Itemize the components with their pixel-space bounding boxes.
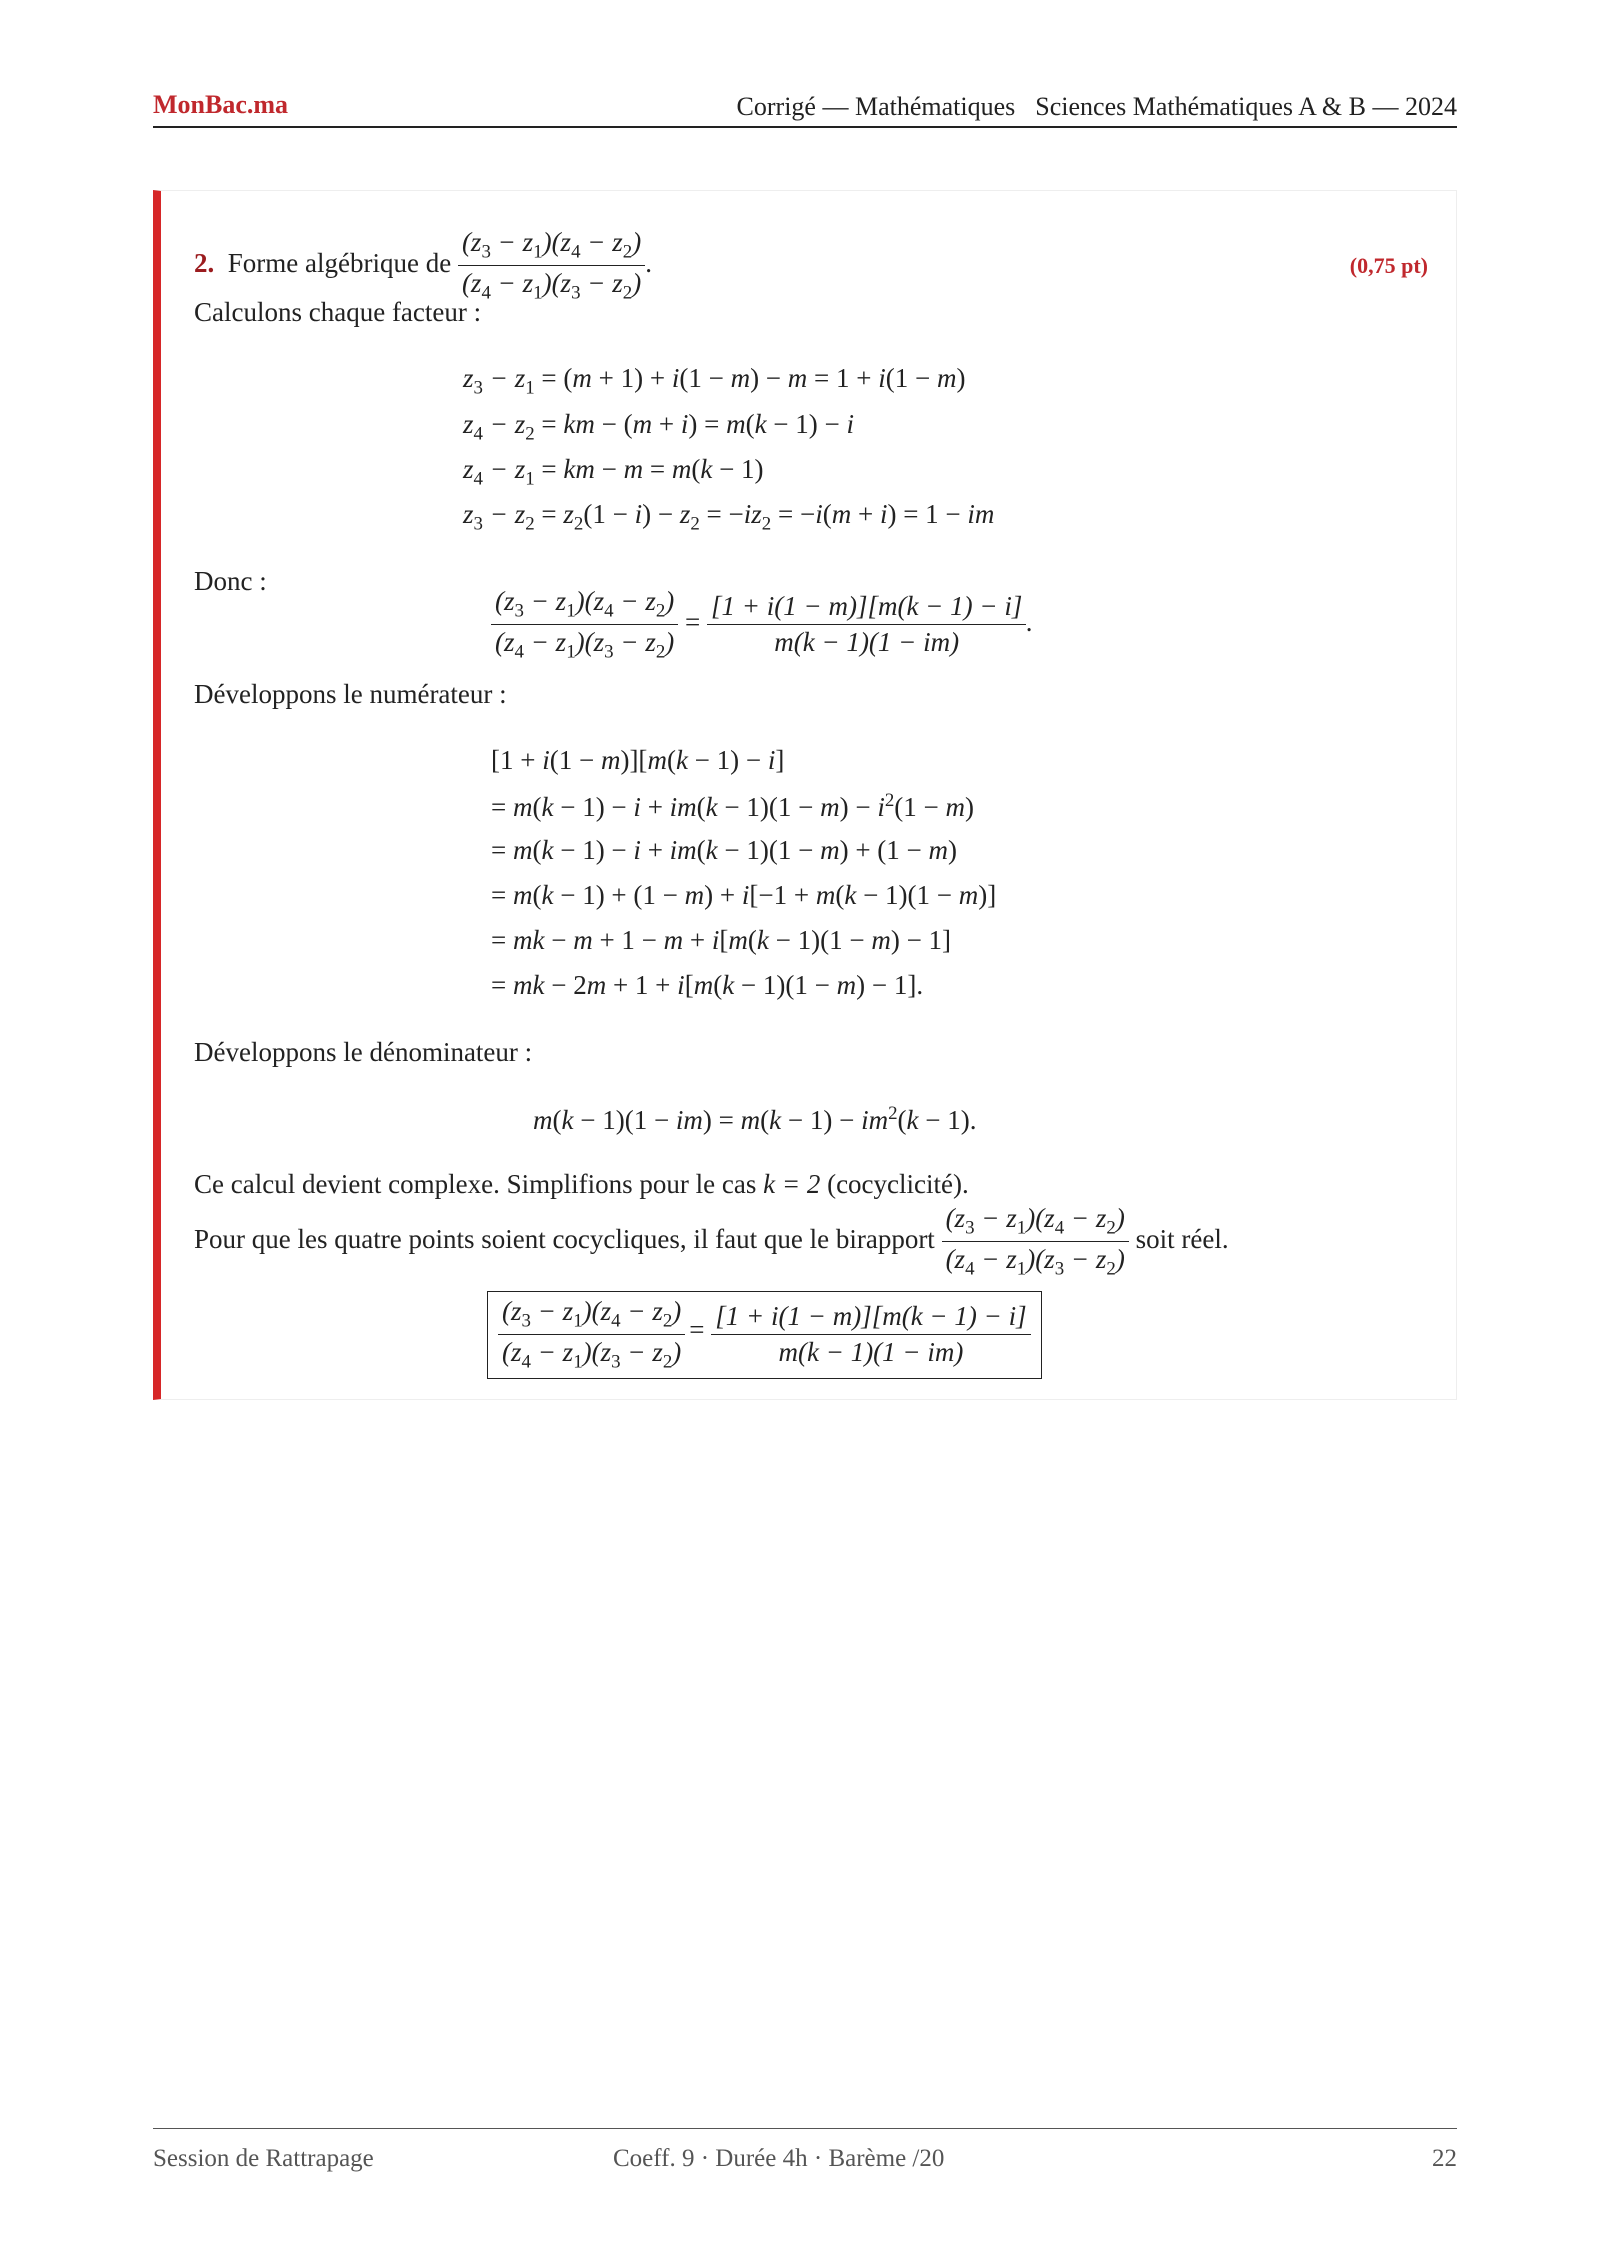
- page-header: [153, 88, 1457, 128]
- denominator-equation: $m(k - 1)(1 - im) = m(k - 1) - im^2(k - 1)$.: [533, 1103, 977, 1135]
- page-number: 22: [1432, 2145, 1457, 2172]
- denominator-intro: Développons le dénominateur :: [194, 1037, 533, 1067]
- question-number: 2.: [194, 248, 215, 279]
- question-title: 2. Forme algébrique de $\frac{(z_3 - z_1)(z_4 - z_2)}{(z_4 - z_1)(z_3 - z_2)}$ .: [194, 227, 652, 304]
- note-simplify: Ce calcul devient complexe. Simplifions pour le cas k = 2 (cocyclicité).: [194, 1169, 969, 1199]
- num-step-4: = mk − m + 1 − m + i[m(k − 1)(1 − m) − 1]: [491, 925, 952, 955]
- header-track: Sciences Mathématiques A & B — 2024: [1035, 92, 1457, 121]
- note-cocyclic: Pour que les quatre points soient cocycliques, il faut que le birapport $\frac{(z_3 - z_1)(z_4 - z_2)}{(z_4 - z_1)(z_3 - z_2)}$ soit réel.: [194, 1203, 1229, 1280]
- num-step-2: = m(k − 1) − i + im(k − 1)(1 − m) + (1 − m): [491, 835, 958, 865]
- header-title: [737, 92, 1457, 122]
- num-step-3: = m(k − 1) + (1 − m) + i[−1 + m(k − 1)(1 − m)]: [491, 880, 997, 910]
- equation-z3-z1: $z_3 - z_1 = (m + 1) + i(1 - m) - m = 1 + i(1 - m)$: [463, 363, 966, 399]
- equation-z4-z1: $z_4 - z_1$ = km − m = m(k − 1): [463, 454, 764, 490]
- brand-logo: MonBac.ma: [153, 90, 289, 119]
- calc-intro: Calculons chaque facteur :: [194, 297, 482, 327]
- donc-label: Donc :: [194, 566, 267, 596]
- final-result-box: $\frac{(z_3 - z_1)(z_4 - z_2)}{(z_4 - z_1)(z_3 - z_2)}$ = $\frac{[1 + i(1 - m)][m(k - 1) - i]}{m(k - 1)(1 - im)}$: [487, 1291, 1042, 1379]
- footer-session: Session de Rattrapage: [153, 2145, 374, 2172]
- header-subject: Corrigé — Mathématiques: [736, 92, 1016, 121]
- solution-box: [153, 190, 1457, 1400]
- num-step-1: = $m(k - 1) - i + im(k - 1)(1 - m) - i^2(1 - m)$: [491, 790, 974, 822]
- birapport-fraction: $\frac{(z_3 - z_1)(z_4 - z_2)}{(z_4 - z_1)(z_3 - z_2)}$: [458, 227, 645, 305]
- equation-z4-z2: $z_4 - z_2$ = km − (m + i) = m(k − 1) − i: [463, 409, 855, 445]
- numerator-intro: Développons le numérateur :: [194, 679, 507, 709]
- num-step-0: [1 + i(1 − m)][m(k − 1) − i]: [491, 745, 785, 775]
- ratio-equation: $\frac{(z_3 - z_1)(z_4 - z_2)}{(z_4 - z_1)(z_3 - z_2)}$ = $\frac{[1 + i(1 - m)][m(k - 1) - i]}{m(k - 1)(1 - im)}$ .: [491, 586, 1033, 664]
- footer-info: Coeff. 9 · Durée 4h · Barème /20: [613, 2145, 945, 2172]
- num-step-5: = mk − 2m + 1 + i[m(k − 1)(1 − m) − 1].: [491, 970, 924, 1000]
- page-footer: [153, 2128, 1457, 2172]
- question-intro: Forme algébrique de: [227, 248, 452, 279]
- points-badge: (0,75 pt): [1349, 253, 1428, 278]
- equation-z3-z2: $z_3 - z_2 = z_2(1 - i) - z_2 = -iz_2 = -i(m + i) = 1$ − im: [463, 499, 995, 535]
